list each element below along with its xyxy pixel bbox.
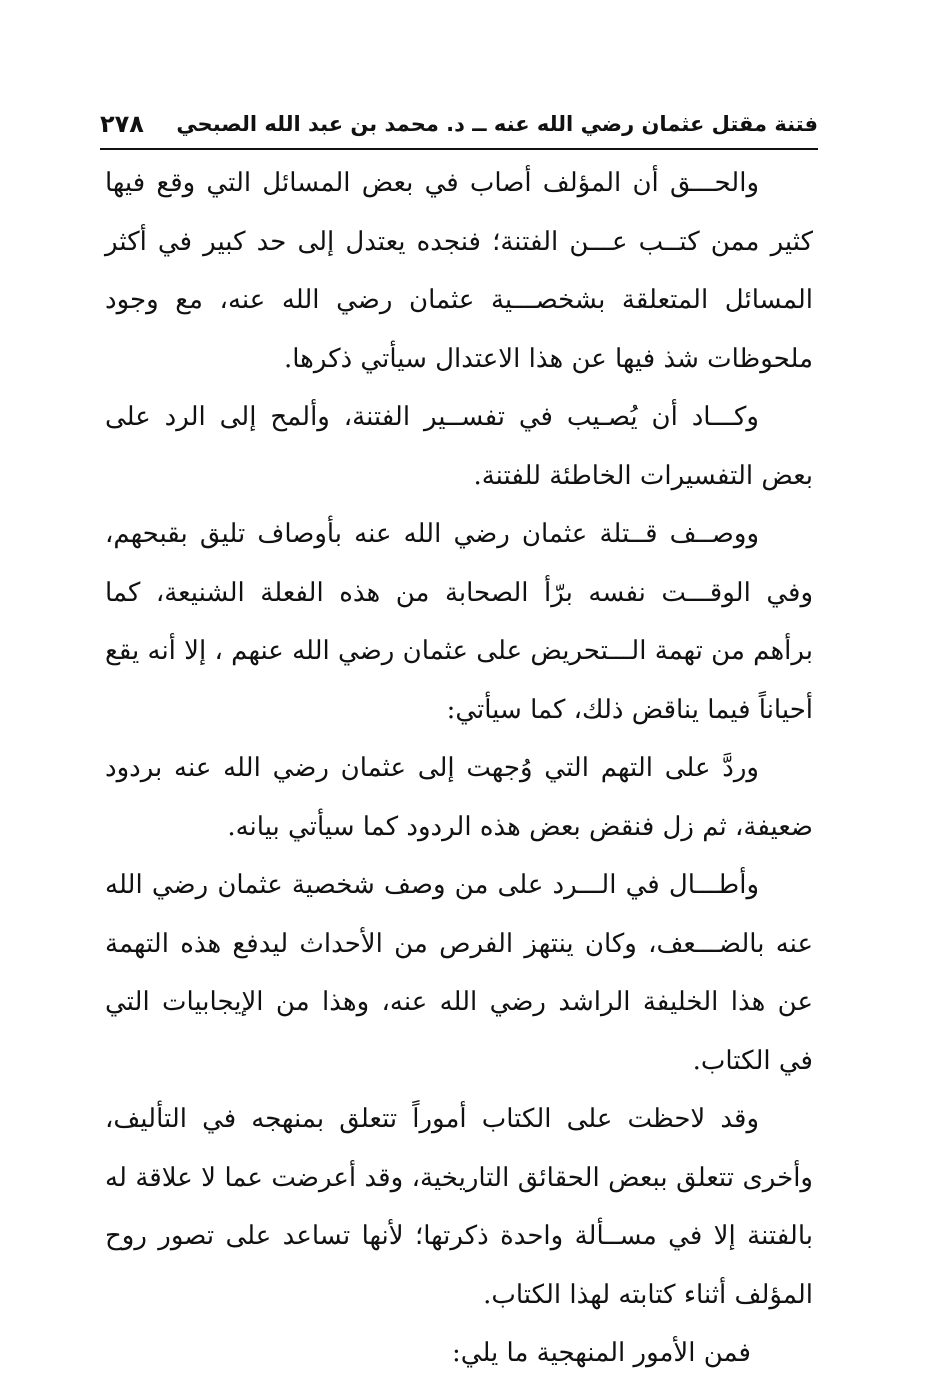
paragraph: وردَّ على التهم التي وُجهت إلى عثمان رضي الله عنه بردود ضعيفة، ثم زل فنقض بعض هذه الردود كما سيأتي بيانه. [105,753,813,842]
running-header [100,104,818,144]
paragraph: وقد لاحظت على الكتاب أموراً تتعلق بمنهجه في التأليف، وأخرى تتعلق ببعض الحقائق التاريخية، وقد أعرضت عما لا علاقة له بالفتنة إلا في مســألة واحدة ذكرتها؛ لأنها تساعد على تصور روح المؤلف أثناء كتابته لهذا الكتاب. [105,1104,813,1310]
paragraph: وأطـــال في الـــرد على من وصف شخصية عثمان رضي الله عنه بالضـــعف، وكان ينتهز الفرص من الأحداث ليدفع هذه التهمة عن هذا الخليفة الراشد رضي الله عنه، وهذا من الإيجابيات التي في الكتاب. [105,870,813,1076]
paragraph: فمن الأمور المنهجية ما يلي: [452,1338,751,1368]
paragraph: والحـــق أن المؤلف أصاب في بعض المسائل التي وقع فيها كثير ممن كتــب عـــن الفتنة؛ فنجده يعتدل إلى حد كبير في أكثر المسائل المتعلقة بشخصـــية عثمان رضي الله عنه، مع وجود ملحوظات شذ فيها عن هذا الاعتدال سيأتي ذكرها. [105,168,813,374]
page-body [105,154,813,1383]
page-number: ٢٧٨ [100,110,144,138]
paragraph: ووصــف قــتلة عثمان رضي الله عنه بأوصاف تليق بقبحهم، وفي الوقـــت نفسه برّأ الصحابة من هذه الفعلة الشنيعة، كما برأهم من تهمة الـــتحريض على عثمان رضي الله عنهم ، إلا أنه يقع أحياناً فيما يناقض ذلك، كما سيأتي: [105,519,813,725]
running-header-title: فتنة مقتل عثمان رضي الله عنه ــ د. محمد بن عبد الله الصبحي [176,112,818,136]
paragraph: وكـــاد أن يُصـيب في تفســير الفتنة، وألمح إلى الرد على بعض التفسيرات الخاطئة للفتنة. [105,402,813,491]
header-divider [100,148,818,150]
